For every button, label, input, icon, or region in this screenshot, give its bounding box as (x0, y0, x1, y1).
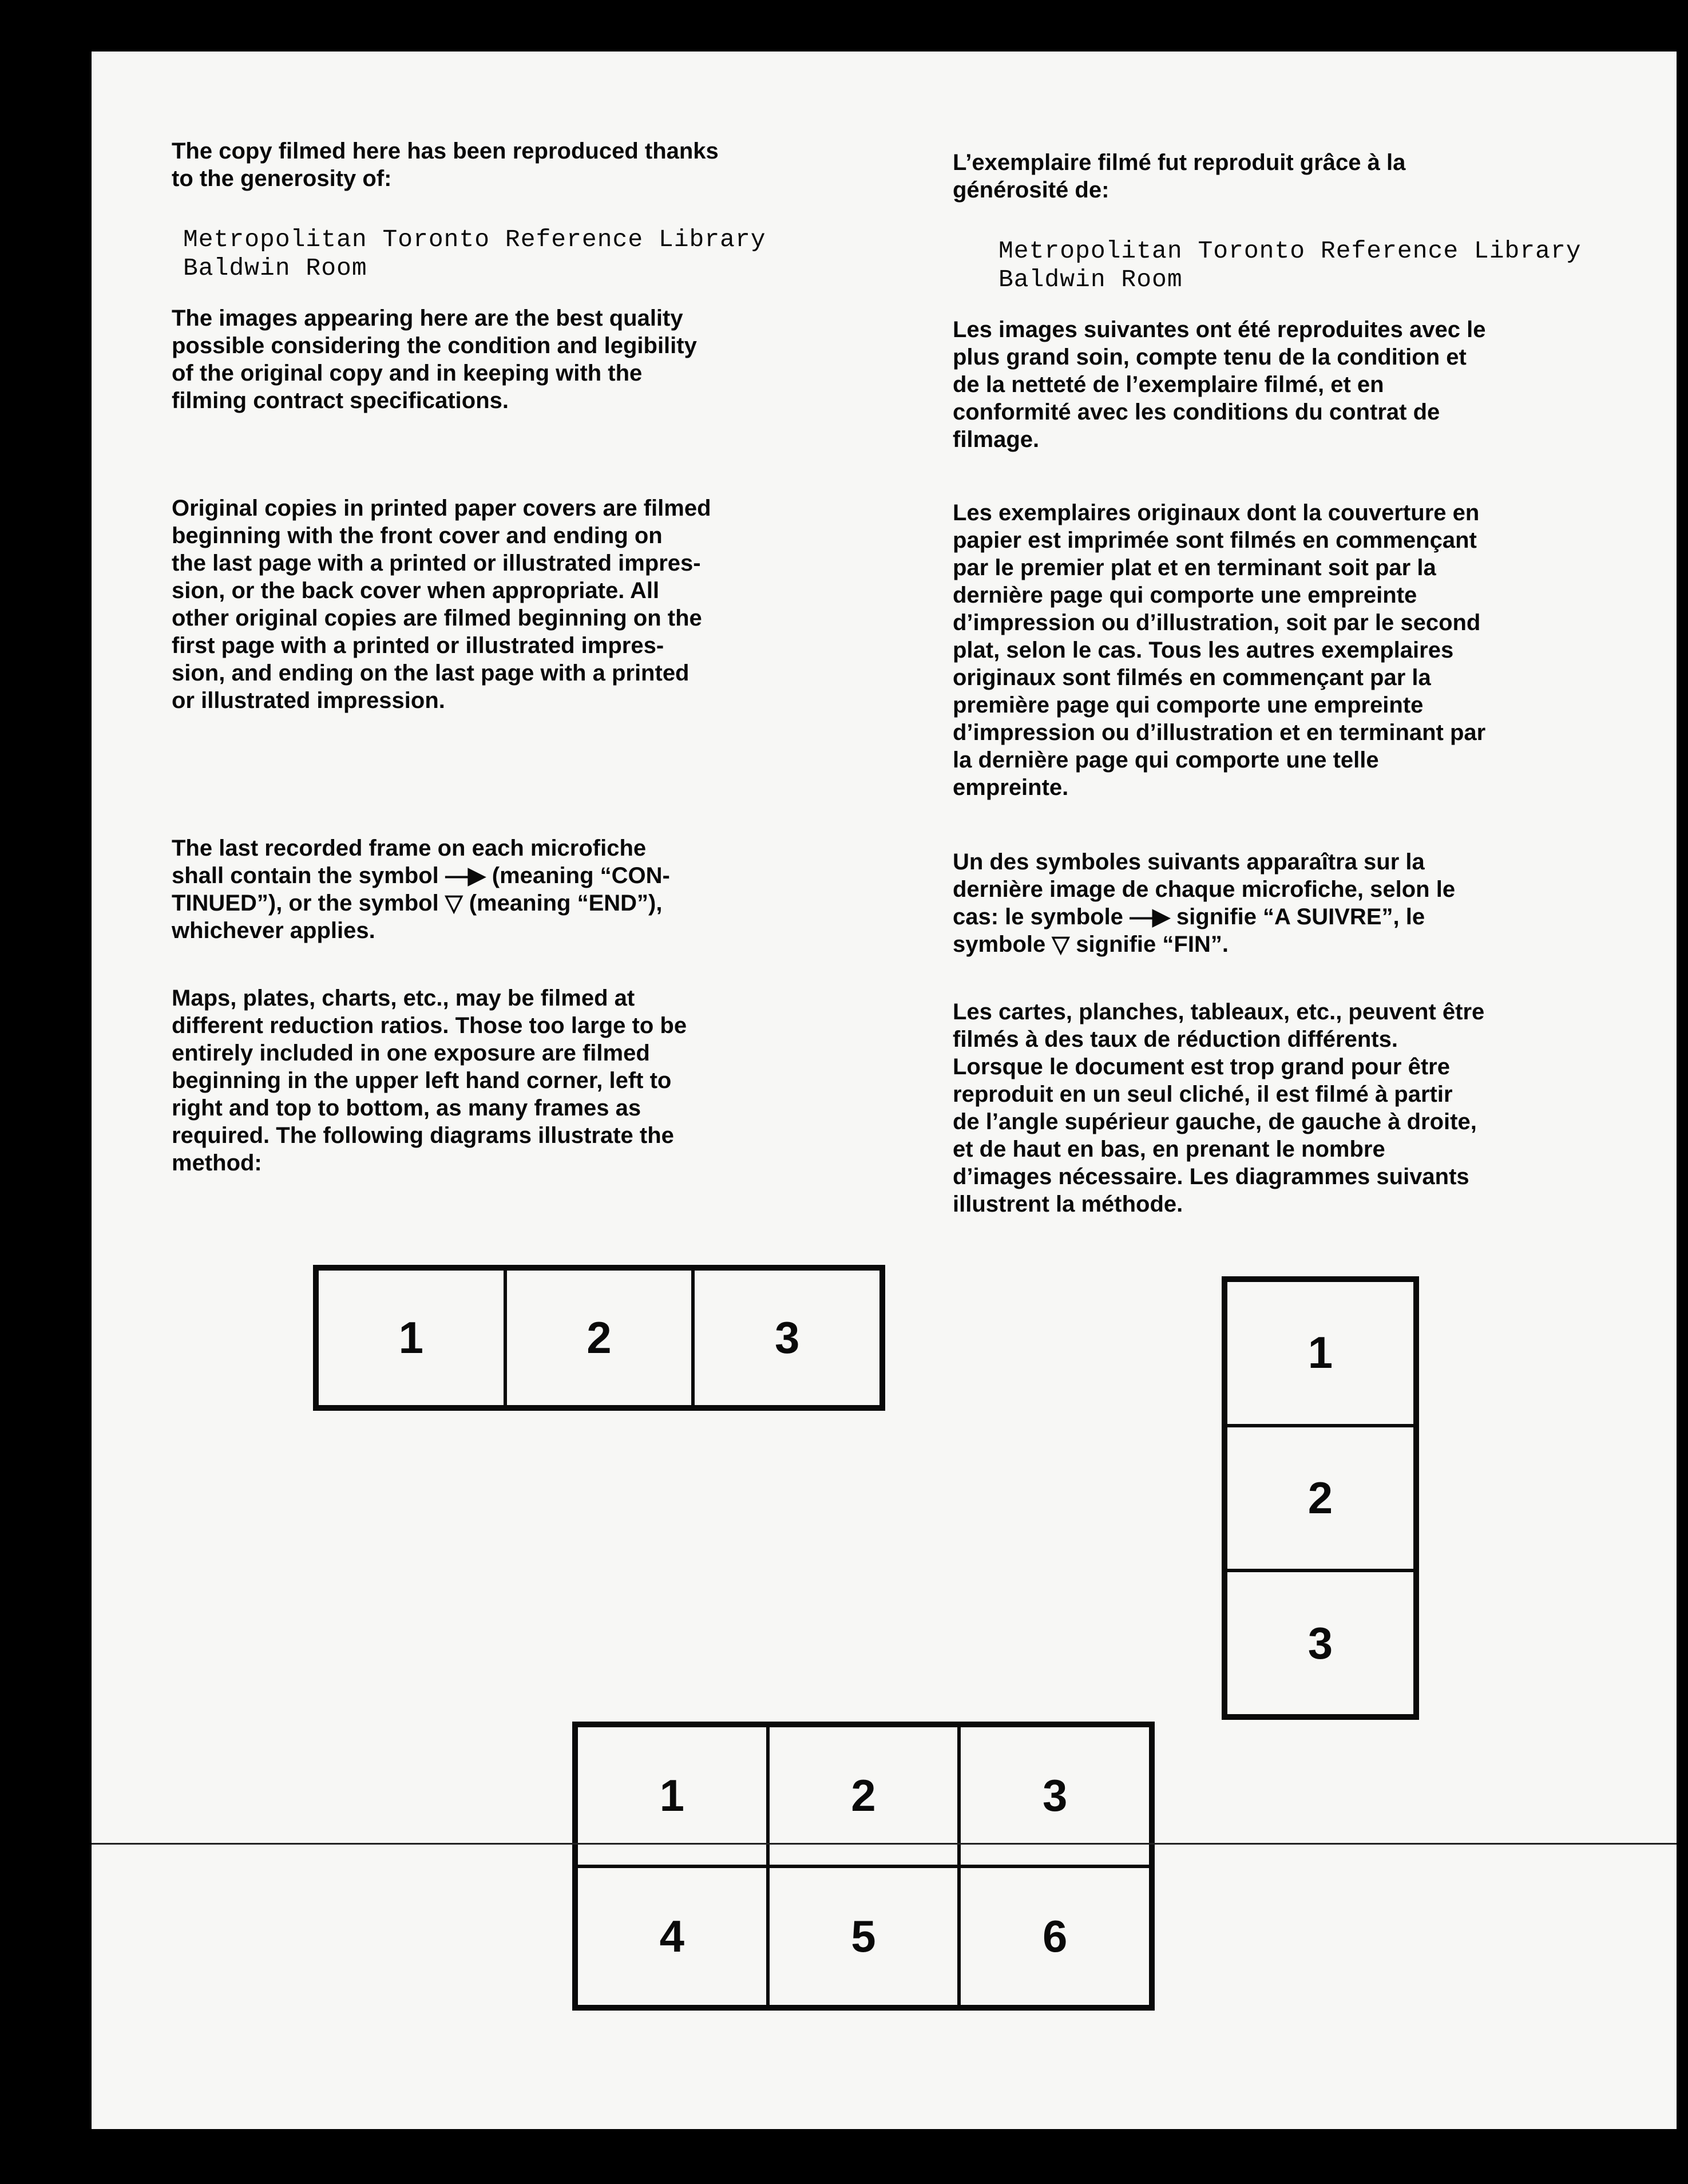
frame-cell: 5 (768, 1866, 960, 2007)
frame-cell: 2 (768, 1726, 960, 1866)
frame-cell: 2 (1226, 1426, 1415, 1571)
diagram-vertical-frames (1222, 1276, 1419, 1720)
en-quality-note: The images appearing here are the best quality possible considering the condition and legibility of the original copy and in keeping with the filming contract specifications. (172, 306, 697, 413)
fr-maps-note: Les cartes, planches, tableaux, etc., peuvent être filmés à des taux de réduction différents. Lorsque le document est trop grand pour être reproduit en un seul cliché, il est filmé à partir de l’angle supérieur gauche, de gauche à droite, et de haut en bas, en prenant le nombre d’images nécessaire. Les diagrammes suivants illustrent la méthode. (953, 999, 1485, 1217)
frame-cell: 3 (1226, 1570, 1415, 1716)
en-symbols-note: The last recorded frame on each microfiche shall contain the symbol —▶ (meaning “CON- TINUED”), or the symbol ▽ (meaning “END”), whichever applies. (172, 836, 670, 943)
english-column (172, 137, 893, 1177)
frame-cell: 4 (576, 1866, 768, 2007)
en-library-name: Metropolitan Toronto Reference Library Baldwin Room (183, 225, 766, 282)
scan-artifact-line (92, 1843, 1677, 1845)
frame-cell: 3 (693, 1269, 881, 1407)
frame-cell: 1 (1226, 1280, 1415, 1426)
frame-cell: 2 (505, 1269, 694, 1407)
fr-library-name: Metropolitan Toronto Reference Library Baldwin Room (998, 237, 1582, 294)
diagram-horizontal-frames (313, 1265, 885, 1411)
fr-symbols-note: Un des symboles suivants apparaîtra sur la dernière image de chaque microfiche, selon le cas: le symbole —▶ signifie “A SUIVRE”, le symbole ▽ signifie “FIN”. (953, 849, 1456, 957)
frame-cell: 6 (959, 1866, 1151, 2007)
en-intro: The copy filmed here has been reproduced thanks to the generosity of: (172, 139, 719, 191)
french-column (953, 149, 1688, 1218)
microfiche-target-sheet (92, 52, 1677, 2129)
diagram-grid-frames (572, 1722, 1155, 2011)
en-maps-note: Maps, plates, charts, etc., may be filmed at different reduction ratios. Those too large to be entirely included in one exposure are filmed beginning in the upper left hand corner, left to right and top to bottom, as many frames as required. The following diagrams illustrate the method: (172, 986, 687, 1176)
fr-covers-note: Les exemplaires originaux dont la couverture en papier est imprimée sont filmés en commençant par le premier plat et en terminant soit par la dernière page qui comporte une empreinte d’impression ou d’illustration, soit par le second plat, selon le cas. Tous les autres exemplaires originaux sont filmés en commençant par la première page qui comporte une empreinte d’impression ou d’illustration et en terminant par la dernière page qui comporte une telle empreinte. (953, 500, 1486, 800)
frame-cell: 1 (576, 1726, 768, 1866)
fr-quality-note: Les images suivantes ont été reproduites avec le plus grand soin, compte tenu de la condition et de la netteté de l’exemplaire filmé, et en conformité avec les conditions du contrat de filmage. (953, 317, 1486, 452)
en-covers-note: Original copies in printed paper covers are filmed beginning with the front cover and ending on the last page with a printed or illustrated impres- sion, or the back cover when appropriate. All other original copies are filmed beginning on the first page with a printed or illustrated impres- sion, and ending on the last page with a printed or illustrated impression. (172, 496, 711, 713)
frame-cell: 1 (317, 1269, 505, 1407)
fr-intro: L’exemplaire filmé fut reproduit grâce à la générosité de: (953, 150, 1406, 203)
frame-cell: 3 (959, 1726, 1151, 1866)
